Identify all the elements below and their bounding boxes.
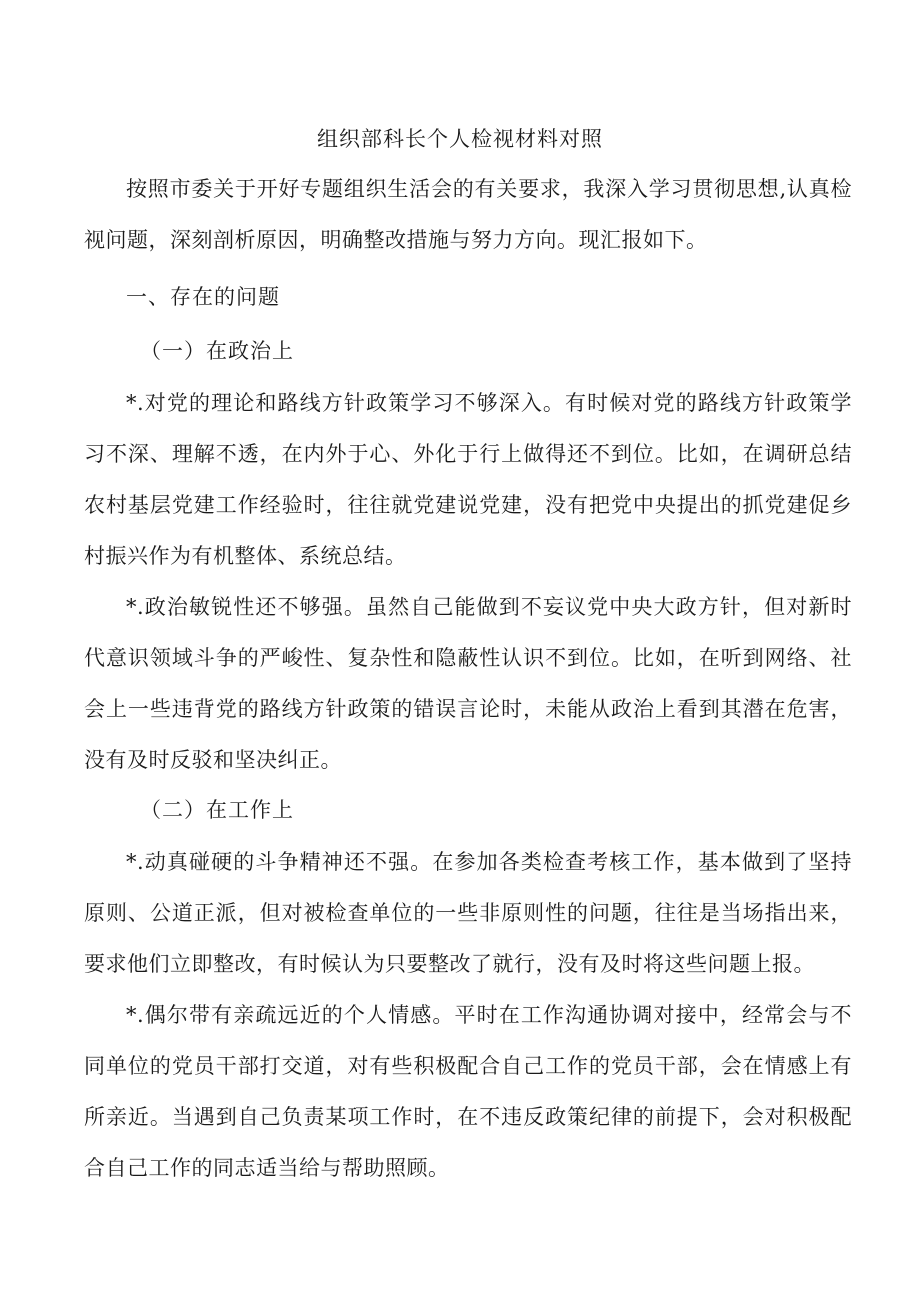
subsection-heading-political: （一）在政治上	[140, 339, 294, 363]
issue-paragraph-personal-feelings: *.偶尔带有亲疏远近的个人情感。平时在工作沟通协调对接中，经常会与不同单位的党员干部打交道，对有些积极配合自己工作的党员干部，会在情感上有所亲近。当遇到自己负责某项工作时，在不违反政策纪律的前提下，会对积极配合自己工作的同志适当给与帮助照顾。	[84, 1003, 852, 1180]
issue-paragraph-theory-study: *.对党的理论和路线方针政策学习不够深入。有时候对党的路线方针政策学习不深、理解不透，在内外于心、外化于行上做得还不到位。比如，在调研总结农村基层党建工作经验时，往往就党建说党建，没有把党中央提出的抓党建促乡村振兴作为有机整体、系统总结。	[84, 391, 852, 568]
subsection-heading-work: （二）在工作上	[140, 798, 294, 822]
intro-paragraph: 按照市委关于开好专题组织生活会的有关要求，我深入学习贯彻思想,认真检视问题，深刻剖析原因，明确整改措施与努力方向。现汇报如下。	[84, 177, 852, 252]
issue-paragraph-political-sensitivity: *.政治敏锐性还不够强。虽然自己能做到不妄议党中央大政方针，但对新时代意识领域斗争的严峻性、复杂性和隐蔽性认识不到位。比如，在听到网络、社会上一些违背党的路线方针政策的错误言论时，未能从政治上看到其潜在危害，没有及时反驳和坚决纠正。	[84, 595, 852, 772]
section-heading-problems: 一、存在的问题	[126, 285, 280, 309]
issue-paragraph-fighting-spirit: *.动真碰硬的斗争精神还不强。在参加各类检查考核工作，基本做到了坚持原则、公道正派，但对被检查单位的一些非原则性的问题，往往是当场指出来，要求他们立即整改，有时候认为只要整改了就行，没有及时将这些问题上报。	[84, 850, 852, 976]
document-title: 组织部科长个人检视材料对照	[317, 127, 603, 151]
